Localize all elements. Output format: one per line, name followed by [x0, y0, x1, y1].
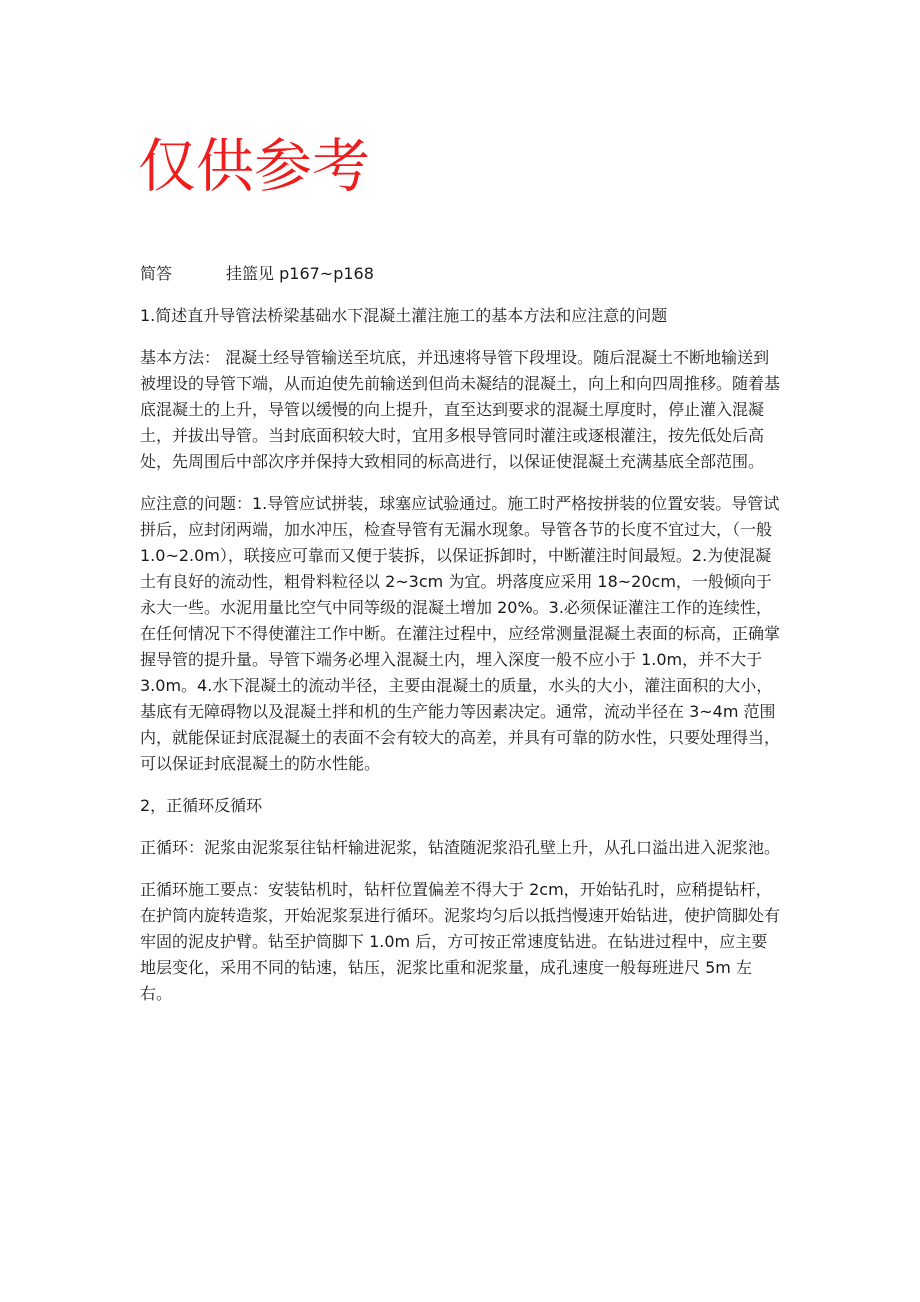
forward-circulation-paragraph: 正循环：泥浆由泥浆泵往钻杆输进泥浆，钻渣随泥浆沿孔壁上升，从孔口溢出进入泥浆池。: [140, 838, 781, 857]
basic-method-paragraph: 基本方法： 混凝土经导管输送至坑底，并迅速将导管下段埋设。随后混凝土不断地输送到被埋设的导管下端，从而迫使先前输送到但尚未凝结的混凝土，向上和向四周推移。随着基底混凝土的上升，导管以缓慢的向上提升，直至达到要求的混凝土厚度时，停止灌入混凝土，并拔出导管。当封底面积较大时，宜用多根导管同时灌注或逐根灌注，按先低处后高处，先周围后中部次序并保持大致相同的标高进行，以保证使混凝土充满基底全部范围。: [140, 348, 781, 471]
section-header-left: 简答: [140, 264, 173, 283]
document-body: [140, 261, 780, 1023]
precautions-paragraph: 应注意的问题：1.导管应试拼装，球塞应试验通过。施工时严格按拼装的位置安装。导管试拼后，应封闭两端，加水冲压，检查导管有无漏水现象。导管各节的长度不宜过大，（一般 1.0~2.0m），联接应可靠而又便于装拆，以保证拆卸时，中断灌注时间最短。2.为使混凝土有良好的流动性，粗骨料粒径以 2~3cm 为宜。坍落度应采用 18~20cm，一般倾向于永大一些。水泥用量比空气中同等级的混凝土增加 20%。3.必须保证灌注工作的连续性，在任何情况下不得使灌注工作中断。在灌注过程中，应经常测量混凝土表面的标高，正确掌握导管的提升量。导管下端务必埋入混凝土内，埋入深度一般不应小于 1.0m，并不大于 3.0m。4.水下混凝土的流动半径，主要由混凝土的质量，水头的大小，灌注面积的大小，基底有无障碍物以及混凝土拌和机的生产能力等因素决定。通常，流动半径在 3~4m 范围内，就能保证封底混凝土的表面不会有较大的高差，并具有可靠的防水性，只要处理得当，可以保证封底混凝土的防水性能。: [140, 494, 781, 773]
watermark-text: 仅供参考: [138, 132, 371, 200]
section-header: [140, 261, 780, 287]
question-1-title: 1.简述直升导管法桥梁基础水下混凝土灌注施工的基本方法和应注意的问题: [140, 306, 668, 325]
question-2-title: 2，正循环反循环: [140, 796, 263, 815]
section-header-right: 挂篮见 p167~p168: [226, 264, 374, 283]
forward-circulation-points-paragraph: 正循环施工要点：安装钻机时，钻杆位置偏差不得大于 2cm，开始钻孔时，应稍提钻杆，在护筒内旋转造浆，开始泥浆泵进行循环。泥浆均匀后以抵挡慢速开始钻进，使护筒脚处有牢固的泥皮护臂。钻至护筒脚下 1.0m 后，方可按正常速度钻进。在钻进过程中，应主要地层变化，采用不同的钻速，钻压，泥浆比重和泥浆量，成孔速度一般每班进尺 5m 左右。: [140, 880, 781, 1003]
